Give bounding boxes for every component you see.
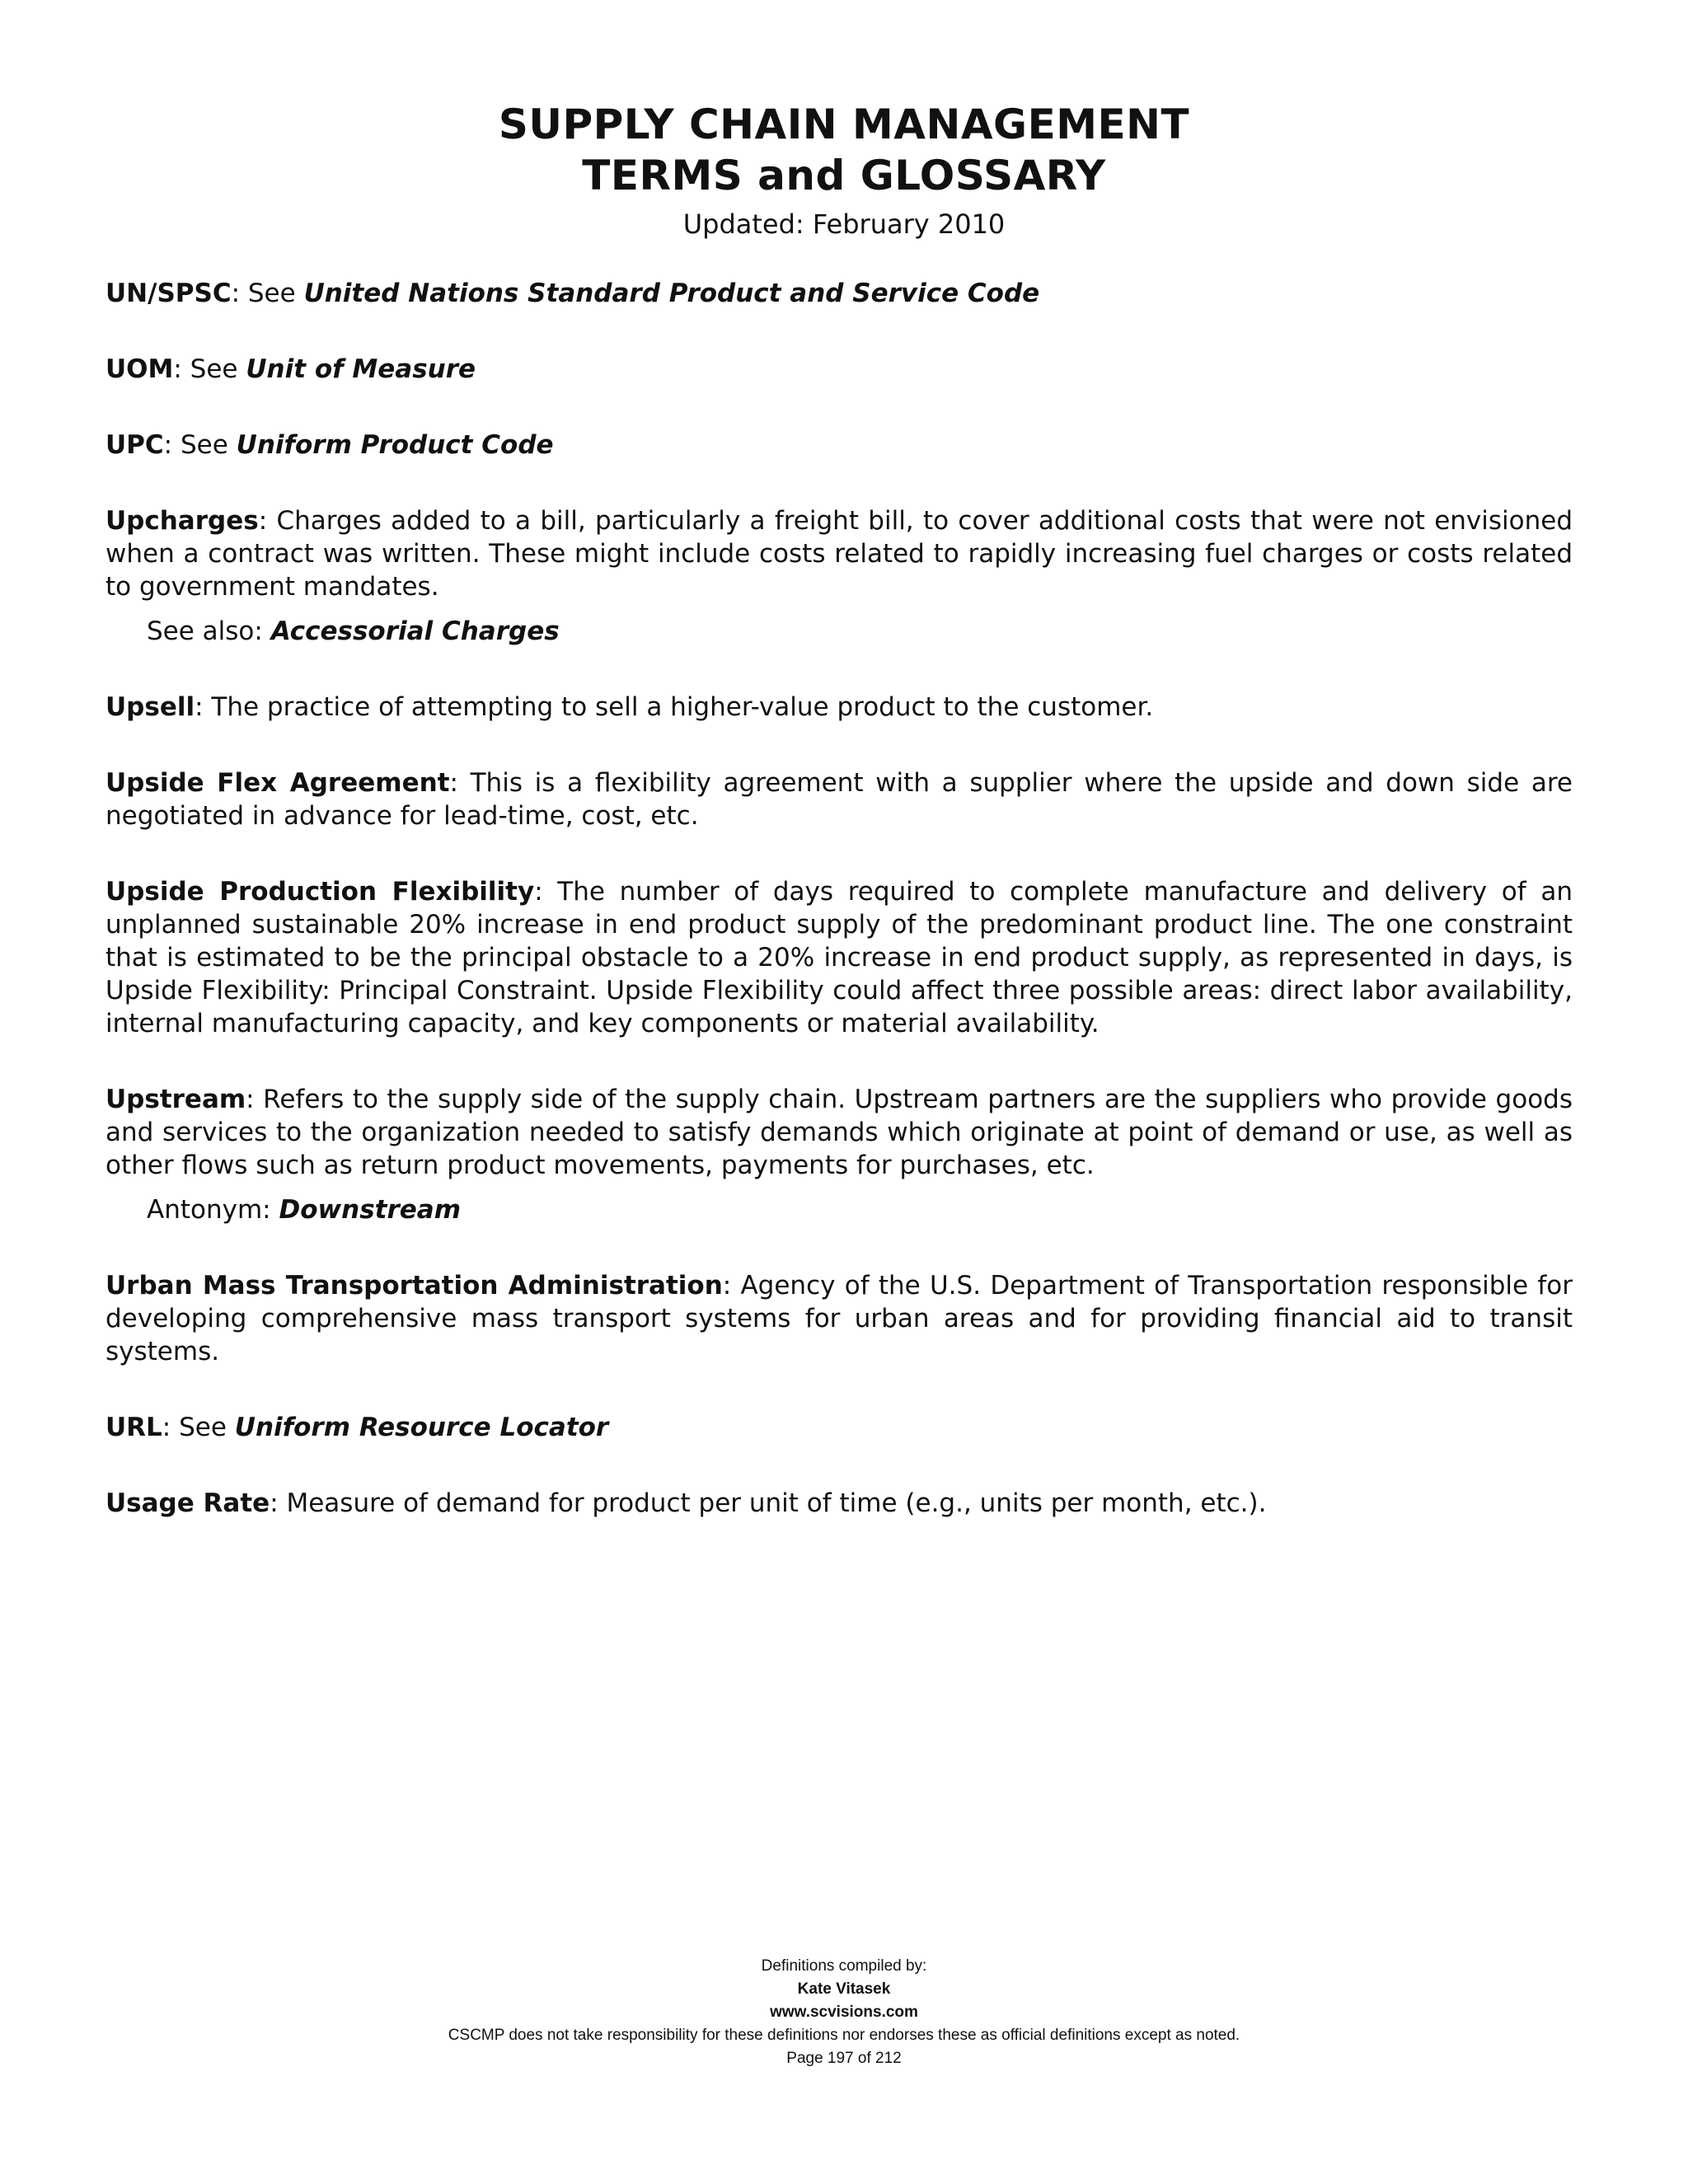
page-footer — [0, 1955, 1688, 2070]
page-number: Page 197 of 212 — [786, 2050, 902, 2067]
see-separator: : See — [173, 354, 246, 384]
see-separator: : See — [162, 1413, 235, 1442]
see-also-label: See also: — [147, 616, 271, 646]
see-also-line — [147, 615, 1573, 648]
glossary-definition: : The practice of attempting to sell a higher-value product to the customer. — [195, 692, 1154, 722]
cross-reference: Downstream — [279, 1195, 462, 1225]
glossary-definition: : Refers to the supply side of the supply chain. Upstream partners are the suppliers who provide goods and services to the organization needed to satisfy demands which originate at point of demand or use, as well as other flows such as return product movements, payments for purchases, etc. — [106, 1085, 1573, 1180]
glossary-entries — [106, 277, 1573, 1563]
glossary-term: Upstream — [106, 1085, 246, 1114]
glossary-definition: : Measure of demand for product per unit of time (e.g., units per month, etc.). — [270, 1488, 1267, 1518]
glossary-entry-url — [106, 1411, 1573, 1444]
antonym-label: Antonym: — [147, 1195, 279, 1225]
glossary-term: Upside Flex Agreement — [106, 768, 450, 798]
antonym-line — [147, 1193, 1573, 1226]
glossary-entry-upsell — [106, 691, 1573, 724]
page-title-line-2: TERMS and GLOSSARY — [582, 152, 1106, 199]
cross-reference: Unit of Measure — [246, 354, 476, 384]
glossary-term: Upside Production Flexibility — [106, 877, 535, 907]
website-link[interactable]: www.scvisions.com — [770, 2004, 918, 2021]
glossary-term: UOM — [106, 354, 174, 384]
glossary-definition: : Agency of the U.S. Department of Transportation responsible for developing comprehensive mass transport systems for urban areas and for providing financial aid to transit systems. — [106, 1271, 1573, 1366]
see-separator: : See — [231, 279, 304, 308]
cross-reference: Uniform Product Code — [236, 430, 554, 460]
compiled-by-label: Definitions compiled by: — [761, 1957, 927, 1975]
see-separator: : See — [163, 430, 237, 460]
glossary-term: Upsell — [106, 692, 195, 722]
updated-date: Updated: February 2010 — [682, 209, 1006, 240]
glossary-entry-upcharges — [106, 504, 1573, 648]
page-header — [0, 99, 1688, 242]
cross-reference: Accessorial Charges — [270, 616, 560, 646]
glossary-entry-upstream — [106, 1083, 1573, 1226]
cross-reference: United Nations Standard Product and Service Code — [303, 279, 1040, 308]
glossary-term: Upcharges — [106, 506, 259, 536]
glossary-entry-urban-mass-transportation-administration — [106, 1269, 1573, 1368]
glossary-definition: : Charges added to a bill, particularly a freight bill, to cover additional costs that were not envisioned when a contract was written. These might include costs related to rapidly increasing fuel charges or costs related to government mandates. — [106, 506, 1573, 602]
glossary-definition: : This is a flexibility agreement with a supplier where the upside and down side are negotiated in advance for lead-time, cost, etc. — [106, 768, 1573, 831]
glossary-term: URL — [106, 1413, 162, 1442]
glossary-entry-uom — [106, 353, 1573, 386]
page-title-line-1: SUPPLY CHAIN MANAGEMENT — [498, 101, 1190, 148]
glossary-term: UN/SPSC — [106, 279, 232, 308]
cross-reference: Uniform Resource Locator — [234, 1413, 609, 1442]
glossary-entry-usage-rate — [106, 1487, 1573, 1520]
glossary-entry-upside-production-flexibility — [106, 875, 1573, 1040]
glossary-definition: : The number of days required to complete manufacture and delivery of an unplanned sustainable 20% increase in end product supply of the predominant product line. The one constraint that is estimated to be the principal obstacle to a 20% increase in end product supply, as represented in days, is Upside Flexibility: Principal Constraint. Upside Flexibility could affect three possible areas: direct labor availability, internal manufacturing capacity, and key components or material availability. — [106, 877, 1573, 1038]
glossary-term: Usage Rate — [106, 1488, 270, 1518]
glossary-term: UPC — [106, 430, 164, 460]
glossary-entry-upc — [106, 429, 1573, 462]
glossary-term: Urban Mass Transportation Administration — [106, 1271, 723, 1301]
glossary-entry-unspsc — [106, 277, 1573, 310]
author-name: Kate Vitasek — [797, 1980, 891, 1998]
disclaimer: CSCMP does not take responsibility for these definitions nor endorses these as official definitions except as noted. — [448, 2027, 1240, 2044]
glossary-entry-upside-flex-agreement — [106, 766, 1573, 832]
